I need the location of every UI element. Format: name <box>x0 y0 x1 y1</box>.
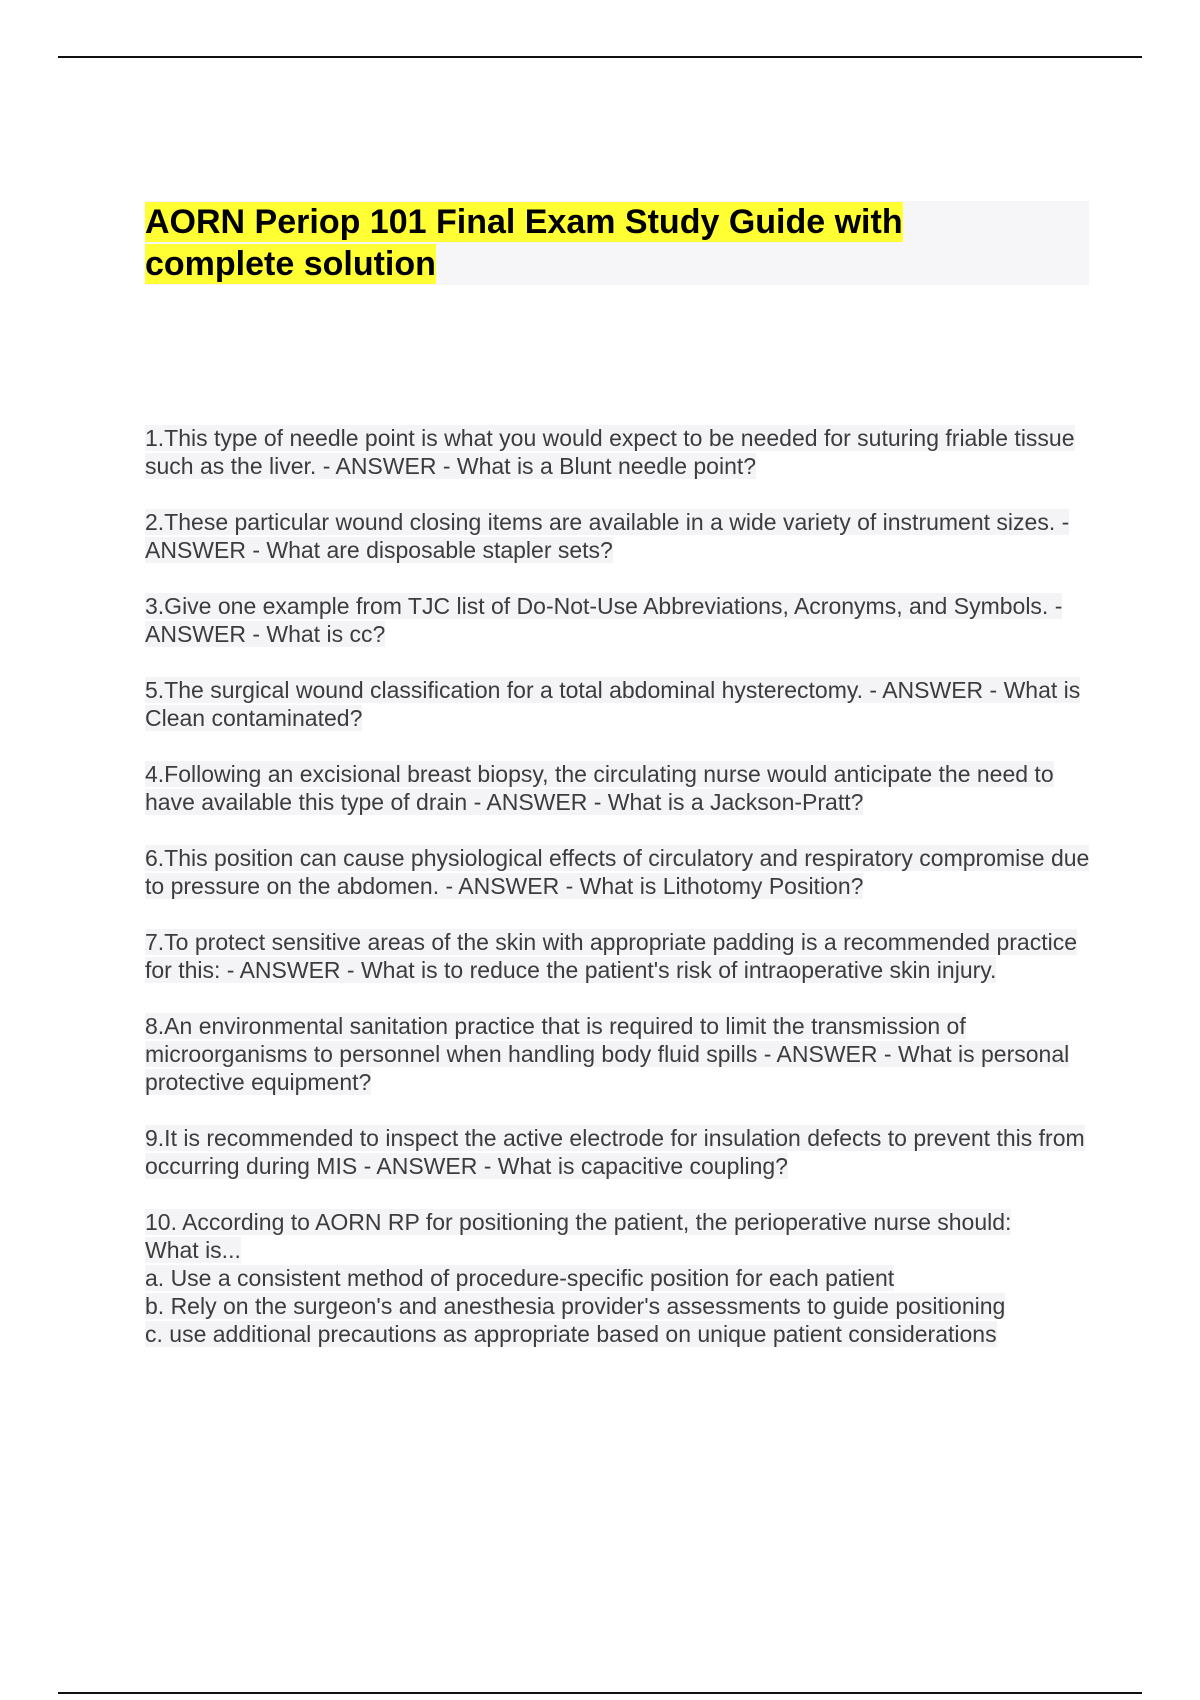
qa-text: 3.Give one example from TJC list of Do-Not-Use Abbreviations, Acronyms, and Symbols. - ANSWER - What is cc? <box>145 593 1063 647</box>
option-text: c. use additional precautions as appropriate based on unique patient considerations <box>145 1321 997 1347</box>
title-highlight: AORN Periop 101 Final Exam Study Guide with complete solution <box>145 203 903 283</box>
qa-item-7 <box>145 928 1090 984</box>
qa-item-10 <box>145 1208 1090 1348</box>
option-text: a. Use a consistent method of procedure-specific position for each patient <box>145 1265 895 1291</box>
qa-10-option-a <box>145 1264 1090 1292</box>
top-rule <box>58 56 1142 58</box>
qa-text: 5.The surgical wound classification for a total abdominal hysterectomy. - ANSWER - What is Clean contaminated? <box>145 677 1081 731</box>
qa-10-question <box>145 1208 1090 1236</box>
qa-text: 9.It is recommended to inspect the active electrode for insulation defects to prevent this from occurring during MIS - ANSWER - What is capacitive coupling? <box>145 1125 1085 1179</box>
qa-item-8 <box>145 1012 1090 1096</box>
qa-item-1 <box>145 424 1090 480</box>
option-text: b. Rely on the surgeon's and anesthesia provider's assessments to guide positioning <box>145 1293 1006 1319</box>
bottom-rule <box>58 1692 1142 1694</box>
qa-item-6 <box>145 844 1090 900</box>
title-block <box>145 201 1089 285</box>
qa-10-option-b <box>145 1292 1090 1320</box>
qa-10-prompt-text: What is... <box>145 1237 241 1263</box>
qa-item-2 <box>145 508 1090 564</box>
document-title <box>145 201 1045 285</box>
qa-list <box>145 424 1090 1348</box>
qa-item-3 <box>145 592 1090 648</box>
qa-text: 8.An environmental sanitation practice that is required to limit the transmission of microorganisms to personnel when handling body fluid spills - ANSWER - What is personal protective equipment? <box>145 1013 1070 1095</box>
qa-text: 6.This position can cause physiological effects of circulatory and respiratory compromise due to pressure on the abdomen. - ANSWER - What is Lithotomy Position? <box>145 845 1090 899</box>
qa-text: 1.This type of needle point is what you would expect to be needed for suturing friable tissue such as the liver. - ANSWER - What is a Blunt needle point? <box>145 425 1075 479</box>
qa-10-prompt <box>145 1236 1090 1264</box>
qa-text: 7.To protect sensitive areas of the skin with appropriate padding is a recommended practice for this: - ANSWER - What is to reduce the patient's risk of intraoperative skin injury. <box>145 929 1078 983</box>
qa-text: 4.Following an excisional breast biopsy, the circulating nurse would anticipate the need to have available this type of drain - ANSWER - What is a Jackson-Pratt? <box>145 761 1054 815</box>
qa-text: 2.These particular wound closing items are available in a wide variety of instrument sizes. - ANSWER - What are disposable stapler sets? <box>145 509 1070 563</box>
qa-item-5 <box>145 676 1090 732</box>
qa-10-question-text: 10. According to AORN RP for positioning the patient, the perioperative nurse should: <box>145 1209 1012 1235</box>
qa-10-option-c <box>145 1320 1090 1348</box>
qa-item-9 <box>145 1124 1090 1180</box>
qa-item-4 <box>145 760 1090 816</box>
